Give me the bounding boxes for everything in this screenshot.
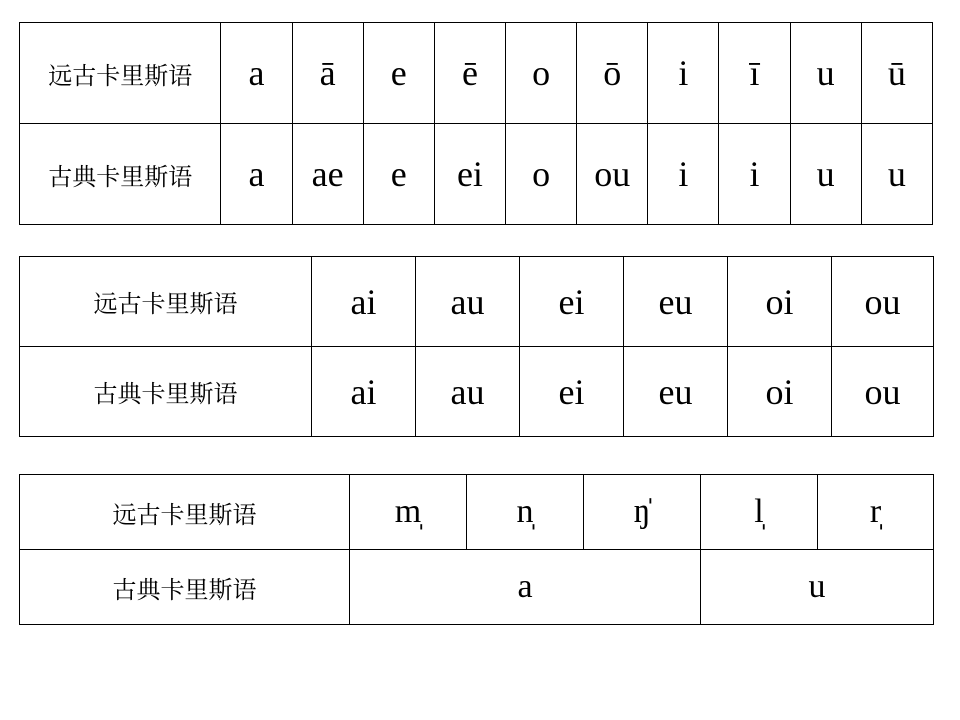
syllabic-consonant-table [19, 474, 934, 625]
table-cell: m̩ [350, 475, 467, 550]
row-label: 远古卡里斯语 [20, 257, 312, 347]
table-cell: a [221, 124, 292, 225]
table-row [20, 475, 934, 550]
table-cell: ī [719, 23, 790, 124]
table-cell: a [350, 550, 701, 625]
table-cell: ou [577, 124, 648, 225]
table-cell: au [416, 347, 520, 437]
table-cell: ai [312, 347, 416, 437]
table-cell: ō [577, 23, 648, 124]
table-cell: u [790, 124, 861, 225]
row-label: 古典卡里斯语 [20, 347, 312, 437]
table-cell: ou [832, 257, 934, 347]
row-label: 古典卡里斯语 [20, 550, 350, 625]
table-cell: u [701, 550, 934, 625]
table-cell: e [363, 23, 434, 124]
diphthong-correspondence-table [19, 256, 934, 437]
table-cell: eu [624, 347, 728, 437]
row-label: 远古卡里斯语 [20, 23, 221, 124]
table-cell: oi [728, 257, 832, 347]
table-cell: ā [292, 23, 363, 124]
table-row [20, 124, 933, 225]
table-cell: l̩ [701, 475, 818, 550]
table-cell: o [506, 124, 577, 225]
table-cell: u [790, 23, 861, 124]
table-cell: o [506, 23, 577, 124]
table-cell: ou [832, 347, 934, 437]
table-cell: ae [292, 124, 363, 225]
table-cell: au [416, 257, 520, 347]
table-cell: i [648, 124, 719, 225]
table-cell: oi [728, 347, 832, 437]
table-row [20, 347, 934, 437]
table-cell: ei [434, 124, 505, 225]
table-cell: eu [624, 257, 728, 347]
table-cell: u [861, 124, 932, 225]
table-cell: ei [520, 257, 624, 347]
table-row [20, 550, 934, 625]
table-cell: ē [434, 23, 505, 124]
table-cell: n̩ [467, 475, 584, 550]
vowel-correspondence-table [19, 22, 933, 225]
table-cell: ei [520, 347, 624, 437]
row-label: 古典卡里斯语 [20, 124, 221, 225]
table-row [20, 23, 933, 124]
table-cell: e [363, 124, 434, 225]
table-row [20, 257, 934, 347]
table-cell: a [221, 23, 292, 124]
table-cell: i [648, 23, 719, 124]
row-label: 远古卡里斯语 [20, 475, 350, 550]
table-cell: r̩ [818, 475, 934, 550]
table-cell: ŋ̍ [584, 475, 701, 550]
table-cell: ai [312, 257, 416, 347]
table-cell: ū [861, 23, 932, 124]
table-cell: i [719, 124, 790, 225]
